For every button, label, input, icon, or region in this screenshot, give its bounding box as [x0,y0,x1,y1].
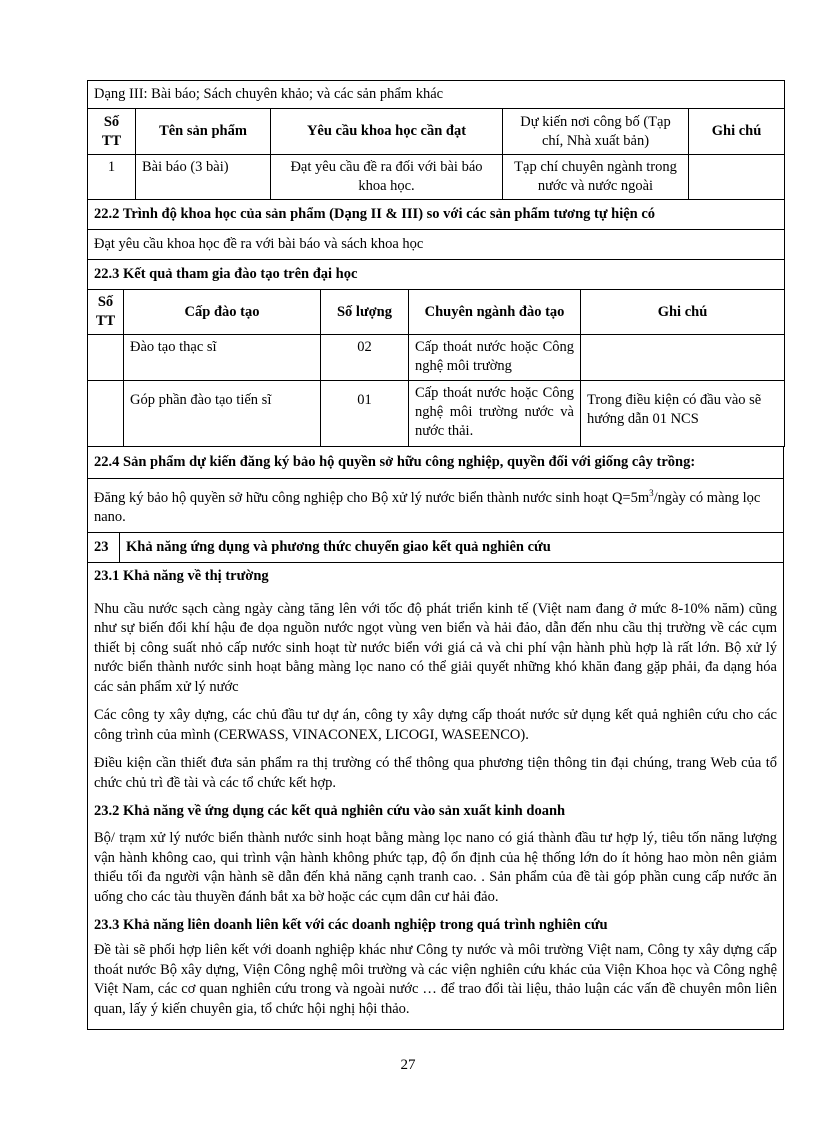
cell-quantity: 02 [321,335,409,381]
s23-1-para-2: Các công ty xây dựng, các chủ đầu tư dự án, công ty xây dựng cấp thoát nước sử dụng kết quả nghiên cứu cho các công trình của mình (CERWASS, VINACONEX, LICOGI, WASEENCO). [94,707,777,743]
s22-3-title: 22.3 Kết quả tham gia đào tạo trên đại học [88,260,785,290]
s22-4-text: Đăng ký bảo hộ quyền sở hữu công nghiệp cho Bộ xử lý nước biển thành nước sinh hoạt $Q=5m^3$/ngày có màng lọc nano. [88,479,784,533]
s23-3-text: Đề tài sẽ phối hợp liên kết với doanh nghiệp khác như Công ty nước và môi trường Việt nam, Công ty xây dựng cấp thoát nước Bộ xây dựng, Viện Công nghệ môi trường và các viện nghiên cứu khác của Viện Khoa học và Công nghệ Việt Nam, các cơ quan nghiên cứu trong và ngoài nước … để trao đổi tài liệu, thảo luận các vấn đề chuyên môn liên quan, lấy ý kiến chuyên gia, tổ chức hội nghị hội thảo. [94,942,777,1017]
page-number: 27 [400,1057,416,1073]
document-page [87,80,784,1030]
col-header-stt: Số TT [88,109,136,155]
col-header-product: Tên sản phẩm [136,109,271,155]
form3-title: Dạng III: Bài báo; Sách chuyên khảo; và các sản phẩm khác [88,81,785,109]
cell-quantity: 01 [321,381,409,447]
cell-product: Bài báo (3 bài) [136,155,271,200]
training-table [87,289,785,447]
table-row [88,381,785,447]
cell-publish: Tạp chí chuyên ngành trong nước và nước ngoài [503,155,689,200]
form3-table [87,80,785,290]
table-row [88,335,785,381]
s22-4-title: 22.4 Sản phẩm dự kiến đăng ký bảo hộ quyền sở hữu công nghiệp, quyền đối với giống cây trồng: [88,447,784,479]
col-header-major: Chuyên ngành đào tạo [409,290,581,335]
s23-1-title: 23.1 Khả năng về thị trường [94,567,269,584]
col-header-requirement: Yêu cầu khoa học cần đạt [271,109,503,155]
s23-2-text: Bộ/ trạm xử lý nước biển thành nước sinh hoạt bằng màng lọc nano có giá thành đầu tư hợp lý, tiêu tốn năng lượng vận hành không cao, qui trình vận hành không phức tạp, độ ổn định của hệ thống lớn do ít hỏng hao mòn nên giảm thiểu tối đa người vận hành sẽ dẫn đến khả năng cạnh tranh cao. . Sản phẩm của đề tài góp phần cung cấp nước ăn uống cho các tàu thuyền đánh bắt xa bờ hoặc các cụm dân cư hải đảo. [94,830,777,905]
cell-stt: 1 [88,155,136,200]
s23-1-para-1: Nhu cầu nước sạch càng ngày càng tăng lên với tốc độ phát triển kinh tế (Việt nam đang ở mức 8-10% năm) cũng như sự biến đổi khí hậu đe dọa nguồn nước ngọt vùng ven biển và hải đảo, dẫn đến nhu cầu thị trường về các cụm thiết bị công suất nhỏ cấp nước sinh hoạt từ nước biển với giá cả và chi phí vận hành phù hợp là rất lớn. Bộ xử lý nước biển thành nước sinh hoạt bằng màng lọc nano có thể giải quyết những khó khăn đang gặp phải, đa dạng hóa các sản phẩm xử lý nước [94,600,777,695]
s22-2-text: Đạt yêu cầu khoa học đề ra với bài báo và sách khoa học [88,230,785,260]
s23-number: 23 [88,532,120,562]
col-header-note: Ghi chú [581,290,785,335]
col-header-quantity: Số lượng [321,290,409,335]
table-row [88,155,785,200]
s22-2-title: 22.2 Trình độ khoa học của sản phẩm (Dạng II & III) so với các sản phẩm tương tự hiện có [88,200,785,230]
s23-1-para-3: Điều kiện cần thiết đưa sản phẩm ra thị trường có thể thông qua phương tiện thông tin đại chúng, trang Web của tổ chức chủ trì đề tài và các tổ chức kết hợp. [94,755,777,791]
cell-major: Cấp thoát nước hoặc Công nghệ môi trường [409,335,581,381]
s23-3-title: 23.3 Khả năng liên doanh liên kết với các doanh nghiệp trong quá trình nghiên cứu [94,917,608,934]
s23-2-title: 23.2 Khả năng về ứng dụng các kết quả nghiên cứu vào sản xuất kinh doanh [94,803,566,820]
cell-requirement: Đạt yêu cầu đề ra đối với bài báo khoa học. [271,155,503,200]
cell-note [689,155,785,200]
cell-stt [88,381,124,447]
section-table [87,446,784,1030]
s23-title: Khả năng ứng dụng và phương thức chuyển giao kết quả nghiên cứu [120,532,784,562]
cell-level: Góp phần đào tạo tiến sĩ [124,381,321,447]
col-header-publish: Dự kiến nơi công bố (Tạp chí, Nhà xuất bản) [503,109,689,155]
col-header-note: Ghi chú [689,109,785,155]
s23-body [88,562,784,1030]
cell-note [581,335,785,381]
col-header-level: Cấp đào tạo [124,290,321,335]
cell-level: Đào tạo thạc sĩ [124,335,321,381]
cell-note: Trong điều kiện có đầu vào sẽ hướng dẫn 01 NCS [581,381,785,447]
cell-stt [88,335,124,381]
col-header-stt: Số TT [88,290,124,335]
cell-major: Cấp thoát nước hoặc Công nghệ môi trường nước và nước thải. [409,381,581,447]
